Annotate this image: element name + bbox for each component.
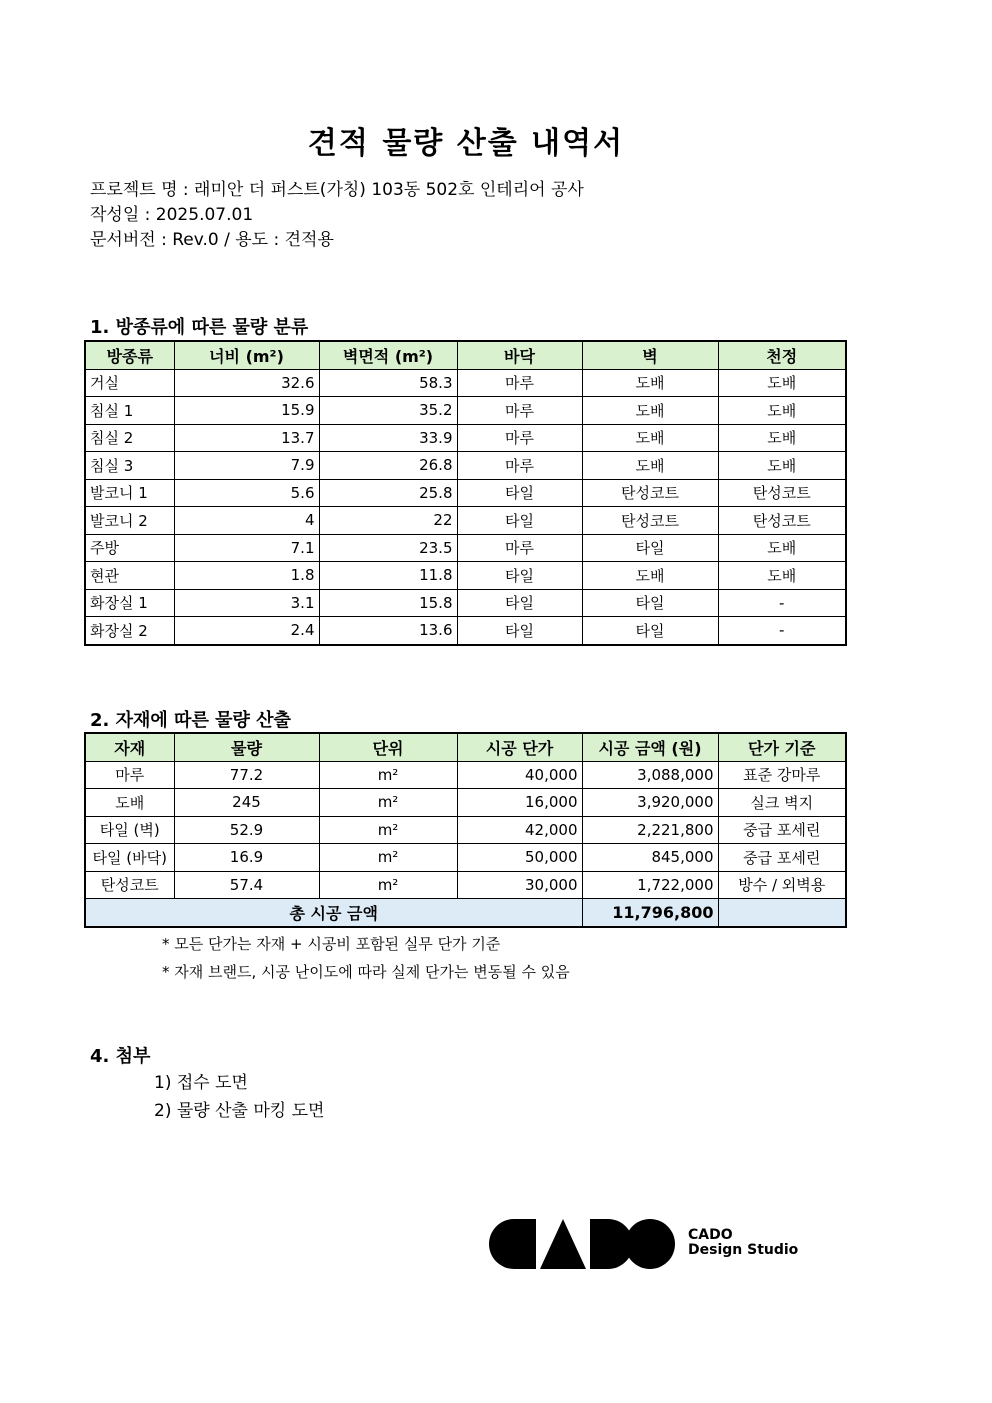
table-cell: 도배 [85,789,174,817]
table-cell: 침실 1 [85,397,174,425]
table-cell: 58.3 [319,369,457,397]
table-cell: 도배 [718,369,846,397]
table-cell: 25.8 [319,479,457,507]
table-cell: m² [319,761,457,789]
table-cell: 타일 [582,589,718,617]
total-label: 총 시공 금액 [85,899,582,927]
table-cell: 3,920,000 [582,789,718,817]
document-version: 문서버전 : Rev.0 / 용도 : 견적용 [90,230,334,250]
table-cell: 도배 [582,369,718,397]
table-cell: 77.2 [174,761,319,789]
table-cell: 13.6 [319,617,457,645]
table-cell: - [718,589,846,617]
table-cell: 16.9 [174,844,319,872]
table-row [85,761,846,789]
table-cell: 도배 [582,452,718,480]
table-cell: 침실 3 [85,452,174,480]
table-cell: 52.9 [174,816,319,844]
table-row [85,507,846,535]
table-cell: 현관 [85,562,174,590]
logo-line1: CADO [688,1227,733,1243]
table-cell: 57.4 [174,871,319,899]
table-cell: 3,088,000 [582,761,718,789]
table-cell: 표준 강마루 [718,761,846,789]
table-cell: 도배 [718,397,846,425]
table-row [85,589,846,617]
table-cell: 7.1 [174,534,319,562]
table-cell: 도배 [718,562,846,590]
table-cell: 마루 [457,397,582,425]
table-cell: 실크 벽지 [718,789,846,817]
table-cell: 타일 [457,507,582,535]
table-row [85,617,846,645]
table-cell: 42,000 [457,816,582,844]
section2-title: 2. 자재에 따른 물량 산출 [90,710,291,731]
cado-logo-icon [488,1218,678,1270]
section4-title: 4. 첨부 [90,1046,151,1067]
table-cell: 15.9 [174,397,319,425]
table-cell: 침실 2 [85,424,174,452]
section1-title: 1. 방종류에 따른 물량 분류 [90,317,309,338]
header-cell: 시공 단가 [457,733,582,761]
attachment-item: 1) 접수 도면 [154,1073,248,1093]
table-cell: 도배 [718,424,846,452]
table-cell: 마루 [457,452,582,480]
table-cell: 타일 [457,479,582,507]
note-item: * 모든 단가는 자재 + 시공비 포함된 실무 단가 기준 [162,935,501,953]
table-cell: 23.5 [319,534,457,562]
table-cell: 845,000 [582,844,718,872]
table-cell: m² [319,871,457,899]
header-cell: 너비 (m²) [174,341,319,369]
table-cell: 3.1 [174,589,319,617]
project-name: 프로젝트 명 : 래미안 더 퍼스트(가칭) 103동 502호 인테리어 공사 [90,180,584,200]
table-cell: 2.4 [174,617,319,645]
table-cell: 도배 [718,452,846,480]
table-cell: 탄성코트 [582,479,718,507]
header-cell: 단가 기준 [718,733,846,761]
document-title: 견적 물량 산출 내역서 [307,126,625,161]
room-table [84,340,847,646]
table-cell: 탄성코트 [718,479,846,507]
total-empty-cell [718,899,846,927]
table-cell: 26.8 [319,452,457,480]
header-cell: 천정 [718,341,846,369]
material-table [84,732,847,928]
header-cell: 벽 [582,341,718,369]
table-cell: 타일 (벽) [85,816,174,844]
header-cell: 방종류 [85,341,174,369]
table-cell: 탄성코트 [718,507,846,535]
note-item: * 자재 브랜드, 시공 난이도에 따라 실제 단가는 변동될 수 있음 [162,963,570,981]
header-cell: 바닥 [457,341,582,369]
table-cell: m² [319,816,457,844]
table-cell: 마루 [457,424,582,452]
logo-line2: Design Studio [688,1242,799,1258]
total-value: 11,796,800 [582,899,718,927]
table-cell: 방수 / 외벽용 [718,871,846,899]
table-row [85,452,846,480]
room-table-header [85,341,846,369]
table-cell: 타일 [582,617,718,645]
table-cell: 마루 [457,534,582,562]
table-row [85,369,846,397]
table-cell: 11.8 [319,562,457,590]
table-cell: 타일 [457,589,582,617]
table-cell: 타일 (바닥) [85,844,174,872]
table-cell: 중급 포세린 [718,816,846,844]
table-cell: 도배 [582,424,718,452]
table-cell: 35.2 [319,397,457,425]
table-cell: 도배 [582,562,718,590]
table-cell: m² [319,844,457,872]
attachment-item: 2) 물량 산출 마킹 도면 [154,1101,325,1121]
table-row [85,424,846,452]
table-cell: 탄성코트 [582,507,718,535]
table-cell: 15.8 [319,589,457,617]
table-cell: - [718,617,846,645]
table-cell: 발코니 1 [85,479,174,507]
table-cell: 화장실 2 [85,617,174,645]
table-cell: 2,221,800 [582,816,718,844]
table-cell: 도배 [718,534,846,562]
table-cell: 13.7 [174,424,319,452]
header-cell: 벽면적 (m²) [319,341,457,369]
table-cell: 탄성코트 [85,871,174,899]
document-meta [90,178,584,253]
table-cell: 타일 [457,617,582,645]
table-cell: 타일 [457,562,582,590]
table-cell: 245 [174,789,319,817]
table-cell: 40,000 [457,761,582,789]
table-cell: 32.6 [174,369,319,397]
table-cell: 50,000 [457,844,582,872]
header-cell: 단위 [319,733,457,761]
table-cell: 7.9 [174,452,319,480]
table-cell: 거실 [85,369,174,397]
table-cell: 1,722,000 [582,871,718,899]
table-row [85,789,846,817]
header-cell: 시공 금액 (원) [582,733,718,761]
table-cell: 30,000 [457,871,582,899]
created-date: 작성일 : 2025.07.01 [90,205,254,225]
table-row [85,397,846,425]
notes [162,930,570,986]
table-cell: 마루 [457,369,582,397]
table-row [85,562,846,590]
table-cell: 주방 [85,534,174,562]
table-cell: 22 [319,507,457,535]
table-row [85,479,846,507]
table-cell: 33.9 [319,424,457,452]
table-row [85,534,846,562]
table-cell: 4 [174,507,319,535]
table-cell: 발코니 2 [85,507,174,535]
table-cell: 16,000 [457,789,582,817]
table-row [85,871,846,899]
table-cell: 중급 포세린 [718,844,846,872]
header-cell: 물량 [174,733,319,761]
attachment-list [154,1069,324,1125]
table-cell: 마루 [85,761,174,789]
table-cell: 1.8 [174,562,319,590]
table-cell: 타일 [582,534,718,562]
table-cell: m² [319,789,457,817]
header-cell: 자재 [85,733,174,761]
logo-wordmark [688,1228,798,1258]
table-cell: 5.6 [174,479,319,507]
total-row [85,899,846,927]
table-cell: 화장실 1 [85,589,174,617]
table-row [85,816,846,844]
table-cell: 도배 [582,397,718,425]
material-table-header [85,733,846,761]
table-row [85,844,846,872]
